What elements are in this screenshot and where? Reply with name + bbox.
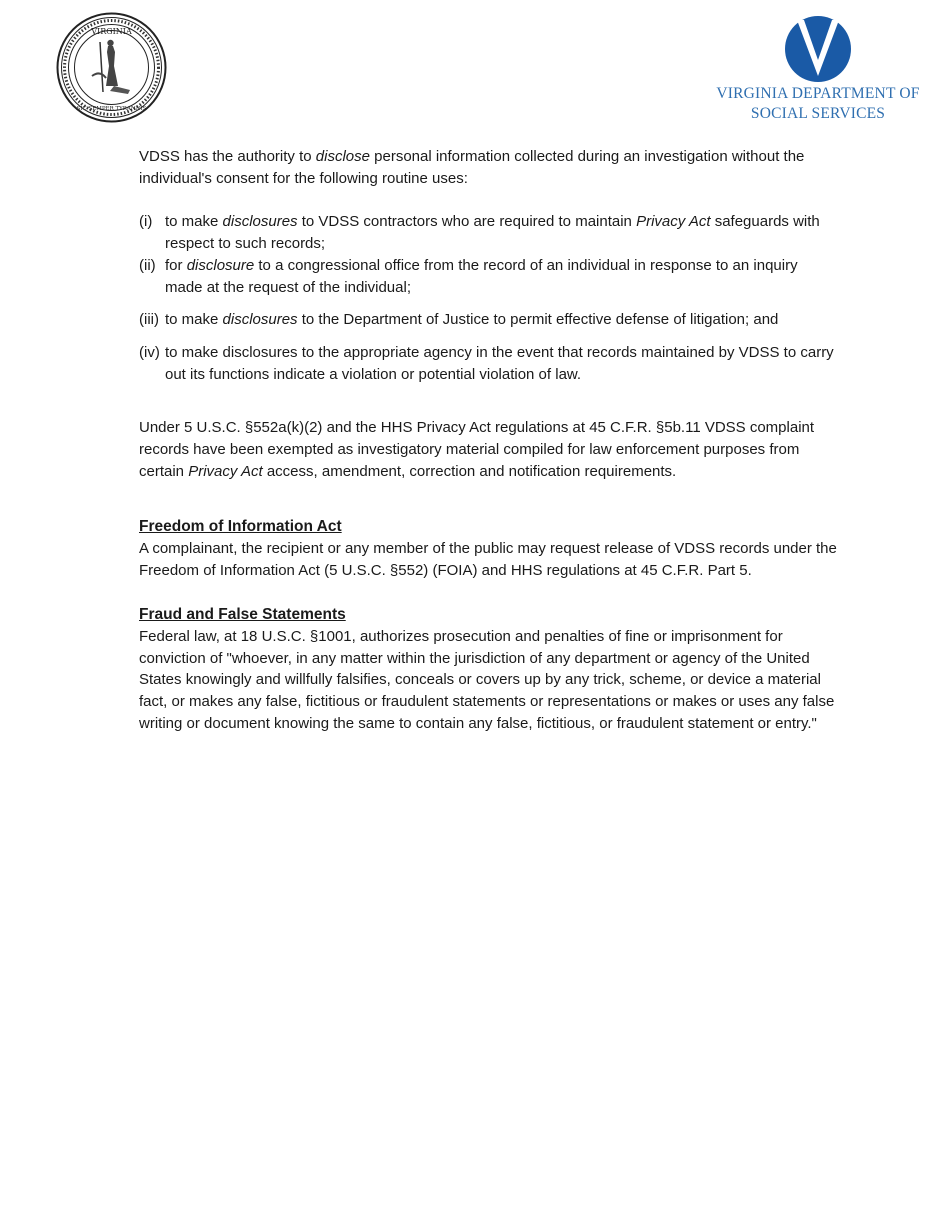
exemption-paragraph: Under 5 U.S.C. §552a(k)(2) and the HHS Privacy Act regulations at 45 C.F.R. §5b.11 VDSS complaint records have been exempted as investigatory material compiled for law enforcement purposes from certain Privacy Act access, amendment, correction and notification requirements.: [139, 419, 815, 480]
svg-text:VIRGINIA: VIRGINIA: [91, 27, 132, 36]
svg-text:SIC SEMPER TYRANNIS: SIC SEMPER TYRANNIS: [76, 106, 147, 112]
foia-paragraph: A complainant, the recipient or any member of the public may request release of VDSS records under the Freedom of Information Act (5 U.S.C. §552) (FOIA) and HHS regulations at 45 C.F.R. Part 5.: [139, 540, 837, 580]
item-number: (ii): [139, 256, 156, 274]
routine-use-item: (ii) for disclosure to a congressional office from the record of an individual in response to an inquiry made at the request of the individual;: [139, 255, 839, 298]
routine-use-item: (iii) to make disclosures to the Department of Justice to permit effective defense of litigation; and: [139, 309, 839, 331]
fraud-heading: Fraud and False Statements: [139, 605, 346, 623]
logo-line-2: SOCIAL SERVICES: [750, 105, 886, 122]
virginia-seal-logo: [56, 12, 167, 123]
fraud-paragraph: Federal law, at 18 U.S.C. §1001, authorizes prosecution and penalties of fine or imprisonment for conviction of "whoever, in any matter within the jurisdiction of any department or agency of the United States knowingly and willfully falsifies, conceals or covers up by any trick, scheme, or device a material fact, or makes any false, fictitious or fraudulent statements or representations or makes or uses any false writing or document knowing the same to contain any false, fictitious, or fraudulent statement or entry.": [139, 627, 835, 732]
routine-use-item: (iv) to make disclosures to the appropriate agency in the event that records maintained by VDSS to carry out its functions indicate a violation or potential violation of law.: [139, 342, 839, 385]
item-number: (i): [139, 213, 153, 231]
vdss-logo: [708, 14, 928, 139]
item-number: (iv): [139, 343, 160, 361]
logo-line-1: VIRGINIA DEPARTMENT OF: [716, 85, 920, 102]
foia-heading: Freedom of Information Act: [139, 518, 342, 536]
intro-paragraph: VDSS has the authority to disclose personal information collected during an investigation without the individual's consent for the following routine uses:: [139, 148, 805, 187]
routine-use-item: (i) to make disclosures to VDSS contractors who are required to maintain Privacy Act safeguards with respect to such records;: [139, 211, 839, 254]
item-number: (iii): [139, 311, 159, 329]
document-body: [139, 146, 839, 734]
vdss-v-mark-icon: [783, 14, 853, 84]
